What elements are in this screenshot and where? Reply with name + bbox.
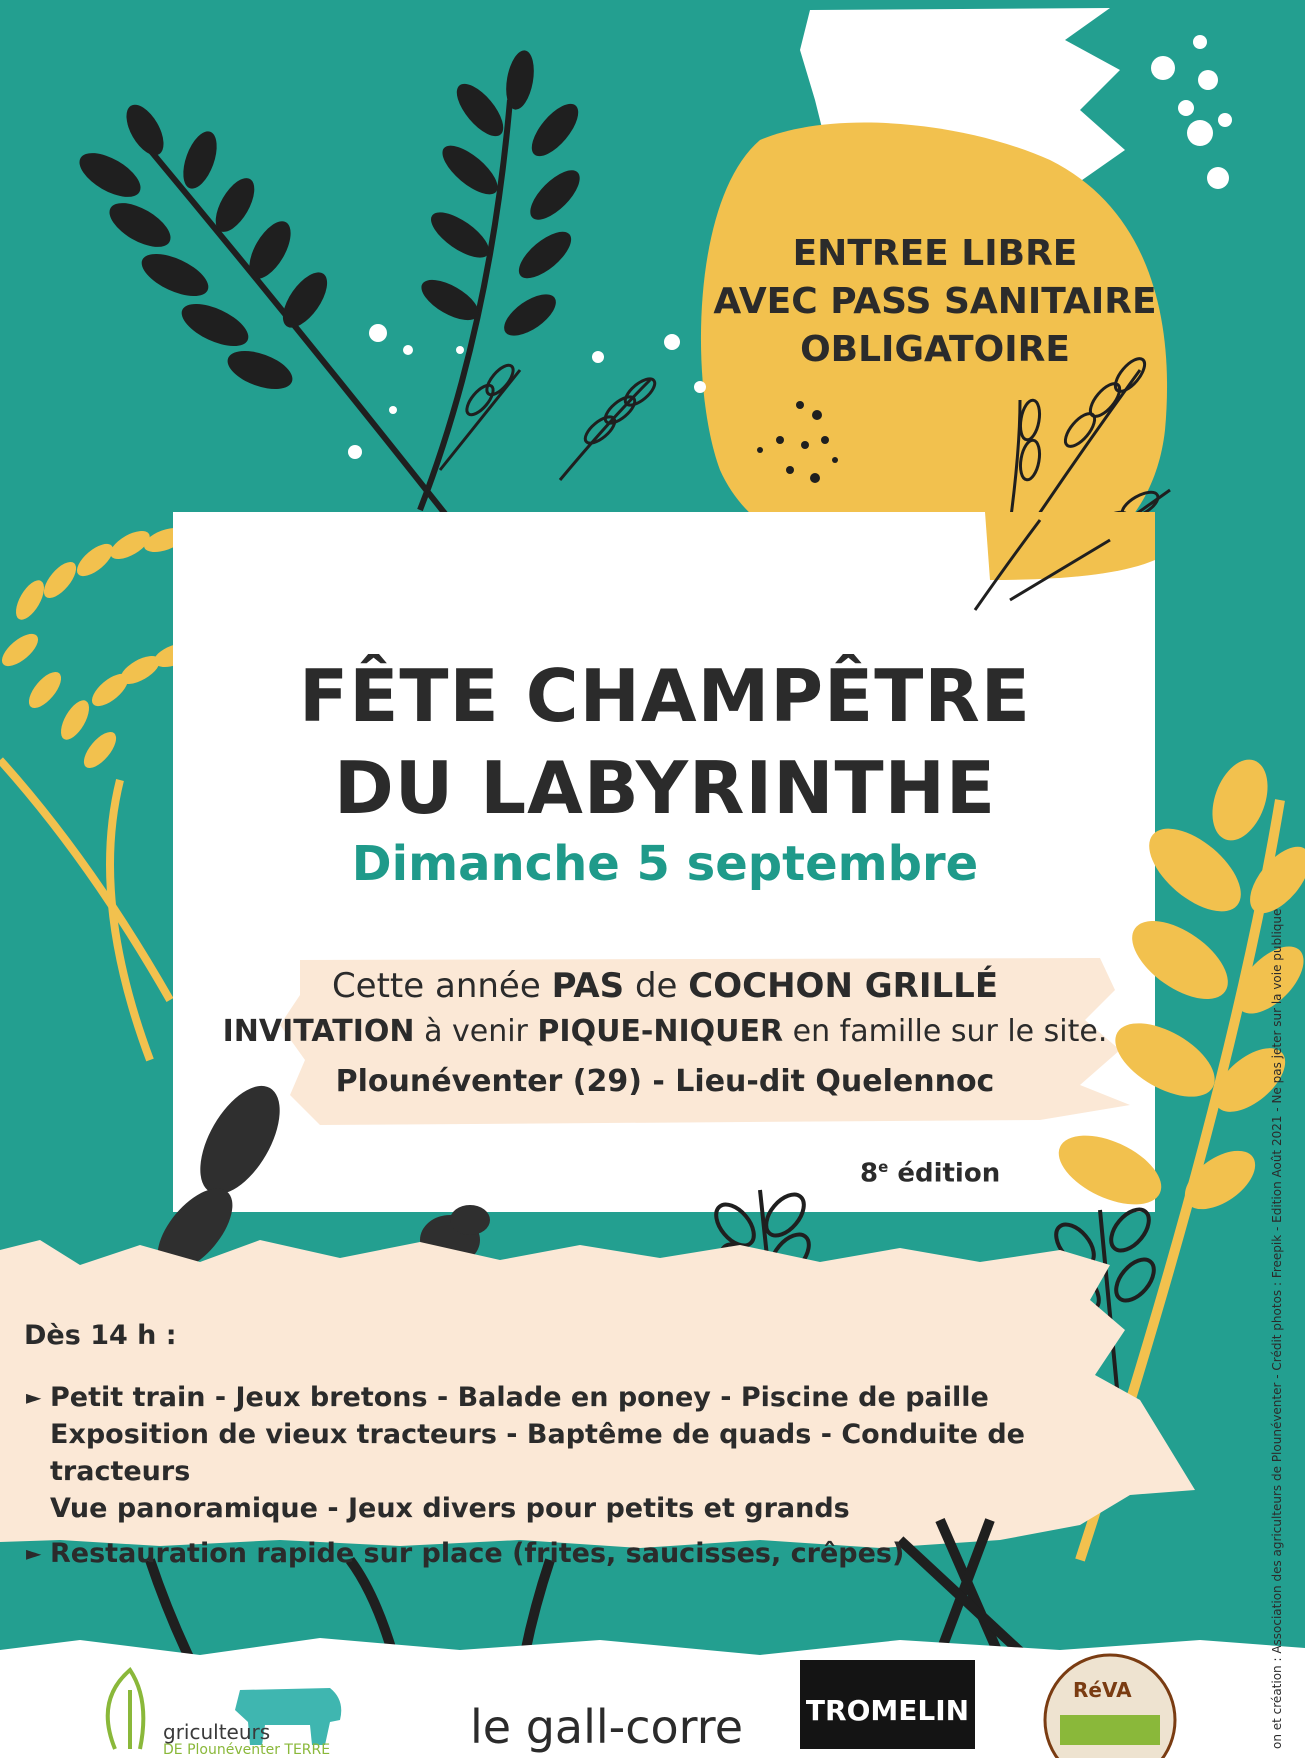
logo-reva: RéVA bbox=[1073, 1678, 1132, 1702]
edition-text: édition bbox=[888, 1158, 1001, 1189]
activities-line2: Exposition de vieux tracteurs - Baptême de quads - Conduite de tracteurs bbox=[50, 1419, 1025, 1487]
info-line-1 bbox=[175, 966, 1155, 1006]
event-location: Plounéventer (29) - Lieu-dit Quelennoc bbox=[335, 1064, 995, 1099]
logo-agriculteurs: griculteurs bbox=[163, 1720, 271, 1744]
program-block bbox=[24, 1320, 1154, 1580]
entree-line3: OBLIGATOIRE bbox=[800, 329, 1070, 370]
info-l1-b: PAS bbox=[551, 966, 625, 1006]
info-l2-d: en famille sur le site. bbox=[783, 1014, 1108, 1049]
bullet-arrow-icon: ► bbox=[26, 1385, 42, 1409]
food-line: Restauration rapide sur place (frites, saucisses, crêpes) bbox=[50, 1538, 905, 1569]
logo-tromelin-text: TROMELIN bbox=[805, 1694, 970, 1727]
activities-line3: Vue panoramique - Jeux divers pour petits et grands bbox=[50, 1493, 850, 1524]
program-item-food bbox=[24, 1535, 1154, 1572]
program-item-activities bbox=[24, 1379, 1154, 1527]
credit-text: on et création : Association des agriculteurs de Plounéventer - Crédit photos : Freepik - Edition Août 2021 - Ne pas jeter sur la voie publique bbox=[1270, 908, 1284, 1749]
info-l1-a: Cette année bbox=[331, 966, 552, 1006]
edition-number: 8 bbox=[860, 1158, 879, 1189]
free-entry-notice bbox=[700, 230, 1170, 374]
entree-line1: ENTREE LIBRE bbox=[792, 233, 1078, 274]
info-l1-d: COCHON GRILLÉ bbox=[688, 966, 999, 1006]
logo-gall-corre: le gall-corre bbox=[470, 1700, 743, 1754]
logo-tromelin bbox=[800, 1660, 975, 1749]
info-l2-b: à venir bbox=[414, 1014, 538, 1049]
bullet-arrow-icon: ► bbox=[26, 1541, 42, 1565]
entree-line2: AVEC PASS SANITAIRE bbox=[713, 281, 1157, 322]
title-line2: DU LABYRINTHE bbox=[333, 746, 997, 830]
event-date: Dimanche 5 septembre bbox=[351, 836, 979, 892]
logo-agriculteurs-sub: DE Plounéventer TERRE bbox=[163, 1742, 331, 1758]
event-title bbox=[175, 650, 1155, 834]
info-l2-a: INVITATION bbox=[222, 1014, 415, 1049]
info-line-2 bbox=[175, 1014, 1155, 1049]
title-line1: FÊTE CHAMPÊTRE bbox=[299, 654, 1031, 738]
info-l1-c: de bbox=[624, 966, 689, 1006]
edition-label bbox=[860, 1158, 1000, 1189]
edition-sup: e bbox=[878, 1158, 889, 1176]
activities-line1: Petit train - Jeux bretons - Balade en poney - Piscine de paille bbox=[50, 1382, 989, 1413]
program-heading: Dès 14 h : bbox=[24, 1320, 177, 1351]
info-l2-c: PIQUE-NIQUER bbox=[537, 1014, 784, 1049]
